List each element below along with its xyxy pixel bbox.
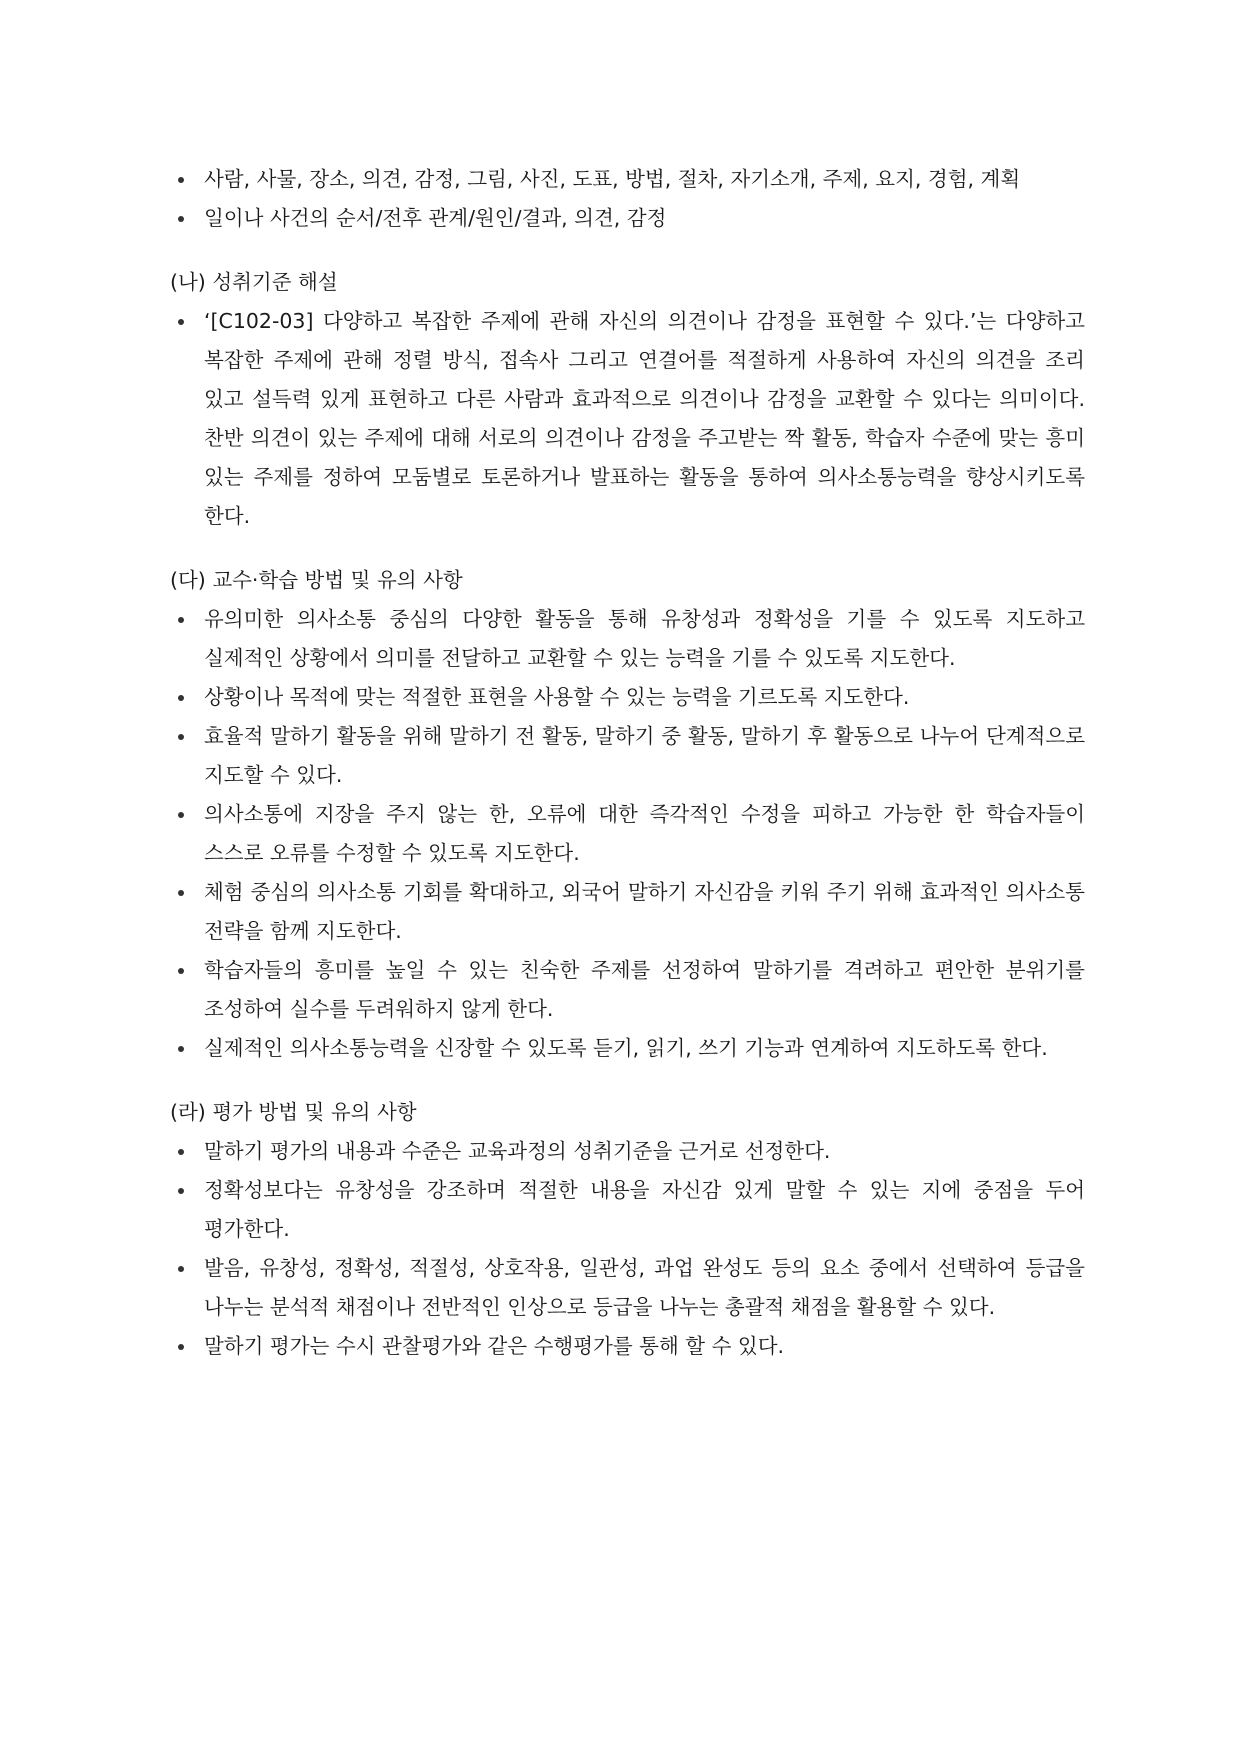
list-item — [170, 302, 1085, 536]
bullet-icon — [178, 617, 184, 623]
list-item — [170, 678, 1085, 717]
list-item-text: 발음, 유창성, 정확성, 적절성, 상호작용, 일관성, 과업 완성도 등의 요소 중에서 선택하여 등급을 나누는 분석적 채점이나 전반적인 인상으로 등급을 나누는 총괄적 채점을 활용할 수 있다. — [204, 1256, 1085, 1319]
list-item — [170, 717, 1085, 795]
list-item-text: 실제적인 의사소통능력을 신장할 수 있도록 듣기, 읽기, 쓰기 기능과 연계하여 지도하도록 한다. — [204, 1036, 1048, 1060]
list-item-text: 상황이나 목적에 맞는 적절한 표현을 사용할 수 있는 능력을 기르도록 지도한다. — [204, 685, 910, 709]
bullet-icon — [178, 695, 184, 701]
bullet-icon — [178, 968, 184, 974]
bullet-icon — [178, 1188, 184, 1194]
section-heading-ra: (라) 평가 방법 및 유의 사항 — [170, 1100, 417, 1124]
list-item-text: 효율적 말하기 활동을 위해 말하기 전 활동, 말하기 중 활동, 말하기 후 활동으로 나누어 단계적으로 지도할 수 있다. — [204, 724, 1085, 787]
bullet-icon — [178, 216, 184, 222]
list-item — [170, 795, 1085, 873]
bullet-icon — [178, 1149, 184, 1155]
list-item-text: 체험 중심의 의사소통 기회를 확대하고, 외국어 말하기 자신감을 키워 주기 위해 효과적인 의사소통 전략을 함께 지도한다. — [204, 880, 1085, 943]
list-item — [170, 951, 1085, 1029]
bullet-icon — [178, 319, 184, 325]
bullet-icon — [178, 890, 184, 896]
list-item-text: 의사소통에 지장을 주지 않는 한, 오류에 대한 즉각적인 수정을 피하고 가능한 한 학습자들이 스스로 오류를 수정할 수 있도록 지도한다. — [204, 802, 1085, 865]
list-item-text: 학습자들의 흥미를 높일 수 있는 친숙한 주제를 선정하여 말하기를 격려하고 편안한 분위기를 조성하여 실수를 두려워하지 않게 한다. — [204, 958, 1085, 1021]
section-heading-na: (나) 성취기준 해설 — [170, 270, 338, 294]
bullet-icon — [178, 1344, 184, 1350]
list-item — [170, 1327, 1085, 1366]
list-item — [170, 873, 1085, 951]
bullet-icon — [178, 734, 184, 740]
list-item — [170, 1029, 1085, 1068]
list-item-text: 유의미한 의사소통 중심의 다양한 활동을 통해 유창성과 정확성을 기를 수 있도록 지도하고 실제적인 상황에서 의미를 전달하고 교환할 수 있는 능력을 기를 수 있도록 지도한다. — [204, 607, 1085, 670]
list-item — [170, 1132, 1085, 1171]
list-item — [170, 199, 1085, 238]
bullet-icon — [178, 1266, 184, 1272]
section-na-list — [170, 302, 1085, 536]
list-item-text: 말하기 평가는 수시 관찰평가와 같은 수행평가를 통해 할 수 있다. — [204, 1334, 785, 1358]
list-item — [170, 1171, 1085, 1249]
section-da-list — [170, 600, 1085, 1068]
section-heading-da: (다) 교수·학습 방법 및 유의 사항 — [170, 568, 463, 592]
bullet-icon — [178, 812, 184, 818]
list-item — [170, 600, 1085, 678]
list-item — [170, 1249, 1085, 1327]
list-item-text: 일이나 사건의 순서/전후 관계/원인/결과, 의견, 감정 — [204, 206, 667, 230]
section-ra-list — [170, 1132, 1085, 1366]
list-item-text: 정확성보다는 유창성을 강조하며 적절한 내용을 자신감 있게 말할 수 있는 지에 중점을 두어 평가한다. — [204, 1178, 1085, 1241]
bullet-icon — [178, 1046, 184, 1052]
intro-list — [170, 160, 1085, 238]
list-item-text: 사람, 사물, 장소, 의견, 감정, 그림, 사진, 도표, 방법, 절차, 자기소개, 주제, 요지, 경험, 계획 — [204, 167, 1021, 191]
document-page — [170, 160, 1085, 1366]
list-item — [170, 160, 1085, 199]
bullet-icon — [178, 177, 184, 183]
list-item-text: 말하기 평가의 내용과 수준은 교육과정의 성취기준을 근거로 선정한다. — [204, 1139, 831, 1163]
list-item-text: ‘[C102-03] 다양하고 복잡한 주제에 관해 자신의 의견이나 감정을 표현할 수 있다.’는 다양하고 복잡한 주제에 관해 정렬 방식, 접속사 그리고 연결어를 적절하게 사용하여 자신의 의견을 조리 있고 설득력 있게 표현하고 다른 사람과 효과적으로 의견이나 감정을 교환할 수 있다는 의미이다. 찬반 의견이 있는 주제에 대해 서로의 의견이나 감정을 주고받는 짝 활동, 학습자 수준에 맞는 흥미 있는 주제를 정하여 모둠별로 토론하거나 발표하는 활동을 통하여 의사소통능력을 향상시키도록 한다. — [204, 309, 1085, 528]
